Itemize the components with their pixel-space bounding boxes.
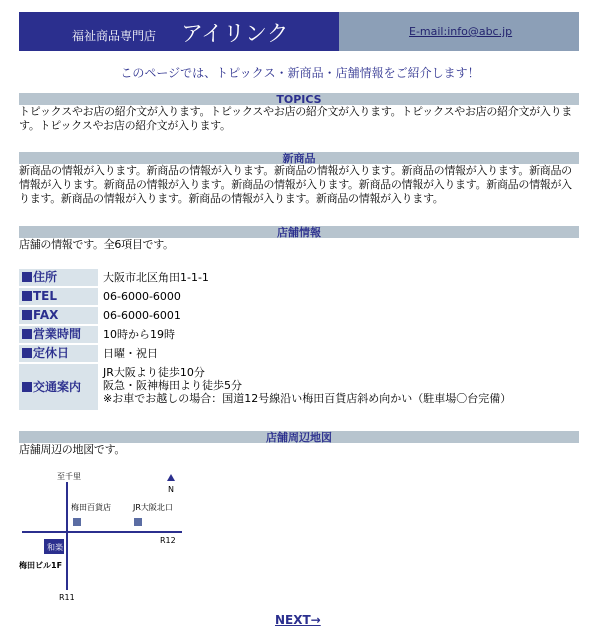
square-bullet-icon — [22, 291, 32, 301]
square-bullet-icon — [22, 382, 32, 392]
jr-exit-marker-icon — [134, 518, 142, 526]
square-bullet-icon — [22, 272, 32, 282]
north-arrow-icon — [167, 474, 175, 481]
map-label-north-place: 至千里 — [57, 472, 81, 481]
access-line: JR大阪より徒歩10分 — [103, 366, 205, 379]
info-value-address: 大阪市北区角田1-1-1 — [103, 271, 209, 284]
map-label-building: 梅田ビル1F — [19, 561, 63, 570]
map-heading: 店舗周辺地図 — [19, 431, 579, 443]
square-bullet-icon — [22, 329, 32, 339]
new-products-heading: 新商品 — [19, 152, 579, 164]
dept-store-marker-icon — [73, 518, 81, 526]
info-label-address: 住所 — [19, 269, 98, 286]
square-bullet-icon — [22, 310, 32, 320]
site-header — [19, 12, 579, 51]
info-value-holiday: 日曜・祝日 — [103, 347, 158, 360]
header-subtitle: 福祉商品専門店 — [72, 29, 157, 43]
info-label-tel: TEL — [19, 288, 98, 305]
new-products-text: 新商品の情報が入ります。新商品の情報が入ります。新商品の情報が入ります。新商品の情報が入ります。新商品の情報が入ります。新商品の情報が入ります。新商品の情報が入ります。新商品の情報が入ります。新商品の情報が入ります。新商品の情報が入ります。新商品の情報が入ります。新商品の情報が入ります。 — [19, 164, 572, 205]
map-label-shop: 和楽 — [47, 543, 63, 552]
site-title: アイリンク — [181, 22, 289, 47]
info-value-fax: 06-6000-6001 — [103, 309, 181, 322]
topics-heading: TOPICS — [19, 93, 579, 105]
map-label-r11: R11 — [59, 593, 75, 602]
header-contact — [339, 12, 579, 51]
info-label-hours: 営業時間 — [19, 326, 98, 343]
intro-text: このページでは、トピックス・新商品・店舗情報をご紹介します！ — [120, 66, 480, 80]
store-info-heading: 店舗情報 — [19, 226, 579, 238]
header-brand — [19, 12, 339, 51]
topics-text: トピックスやお店の紹介文が入ります。トピックスやお店の紹介文が入ります。トピックスやお店の紹介文が入ります。トピックスやお店の紹介文が入ります。 — [19, 105, 572, 132]
map-label-r12: R12 — [160, 536, 176, 545]
info-label-access: 交通案内 — [19, 364, 98, 410]
email-link[interactable]: E-mail:info@abc.jp — [409, 25, 513, 38]
access-line: ※お車でお越しの場合：国道12号線沿い梅田百貨店斜め向かい（駐車場〇台完備） — [103, 392, 512, 405]
square-bullet-icon — [22, 348, 32, 358]
map-label-dept-store: 梅田百貨店 — [71, 503, 111, 512]
map-label-north: N — [168, 485, 174, 494]
info-value-hours: 10時から19時 — [103, 328, 175, 341]
info-value-access — [103, 366, 579, 405]
area-map — [19, 464, 199, 604]
info-label-holiday: 定休日 — [19, 345, 98, 362]
map-label-jr-exit: JR大阪北口 — [133, 503, 173, 512]
next-link[interactable]: NEXT→ — [275, 613, 321, 627]
map-text: 店舗周辺の地図です。 — [19, 443, 126, 456]
store-info-text: 店舗の情報です。全6項目です。 — [19, 238, 174, 251]
info-label-fax: FAX — [19, 307, 98, 324]
access-line: 阪急・阪神梅田より徒歩5分 — [103, 379, 242, 392]
info-value-tel: 06-6000-6000 — [103, 290, 181, 303]
